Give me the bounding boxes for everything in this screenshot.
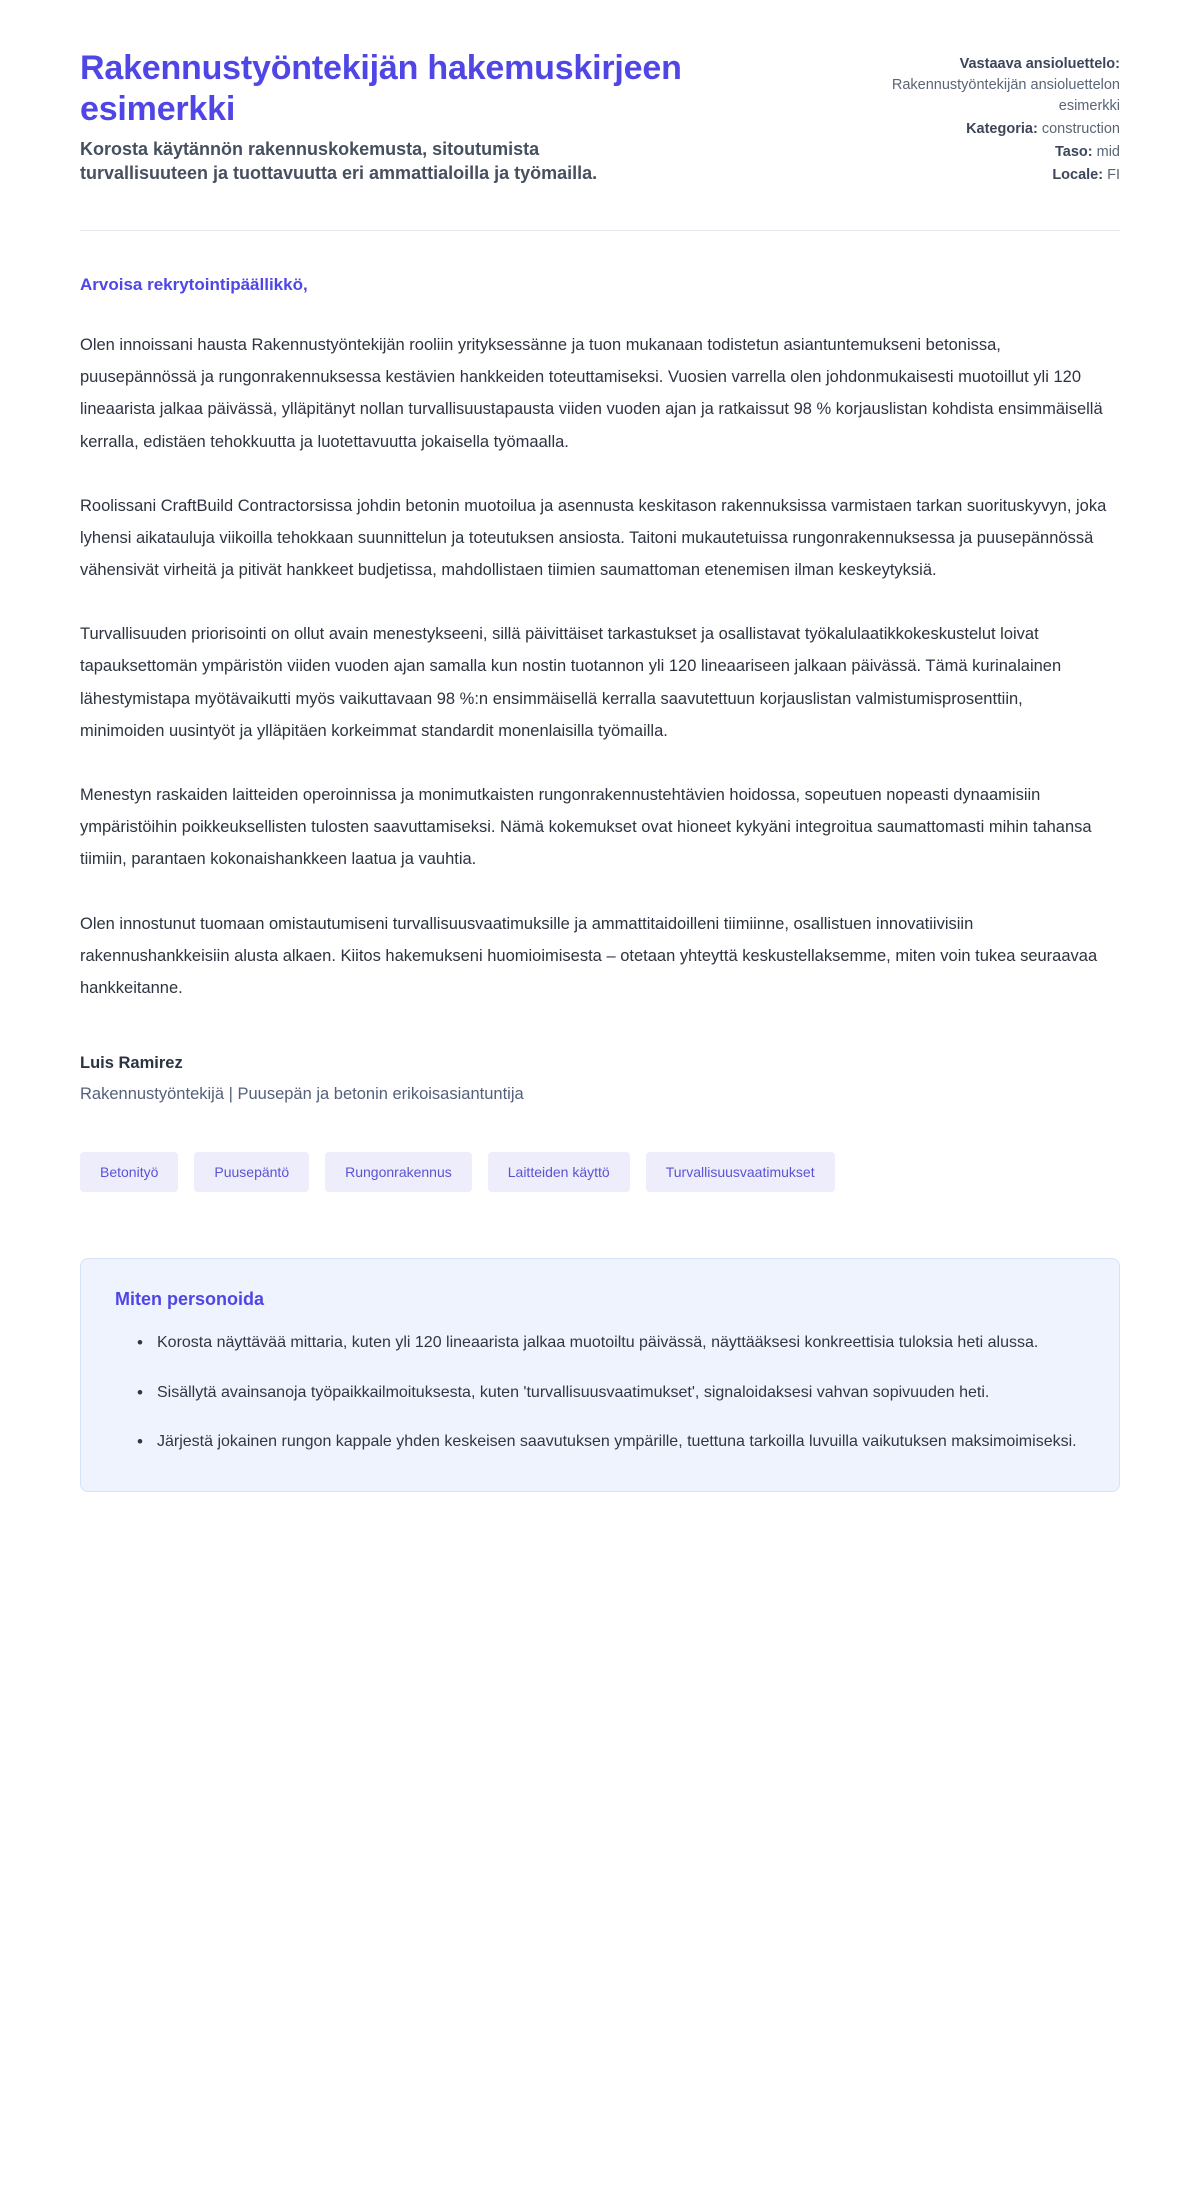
signature-name: Luis Ramirez	[80, 1054, 183, 1073]
meta-category-value: construction	[1041, 121, 1120, 138]
meta-related-resume	[830, 54, 1120, 117]
letter-paragraph: Turvallisuuden priorisointi on ollut avain menestykseeni, sillä päivittäiset tarkastukset ja osallistavat työkalulaatikkokeskustelut loivat tapauksettomän ympäristön viiden vuoden ajan samalla kun nostin tuotannon yli 120 lineaariseen jalkaan päivässä. Tämä kurinalainen lähestymistapa myötävaikutti myös vaikuttavaan 98 %:n ensimmäisellä kerralla saavutettuun korjauslistan valmistumisprosenttiin, minimoiden uusintyöt ja ylläpitäen korkeimmat standardit monenlaisilla työmailla.	[80, 625, 1062, 740]
header-metadata	[830, 48, 1120, 188]
letter-salutation: Arvoisa rekrytointipäällikkö,	[80, 275, 308, 295]
meta-related-resume-value: Rakennustyöntekijän ansioluettelon esimerkki	[891, 77, 1120, 115]
meta-category	[830, 119, 1120, 140]
callout-list-item: • Järjestä jokainen rungon kappale yhden keskeisen saavutuksen ympärille, tuettuna tarkoilla luvuilla vaikutuksen maksimoimiseksi.	[137, 1427, 1085, 1457]
page-subtitle: Korosta käytännön rakennuskokemusta, sitoutumista turvallisuuteen ja tuottavuutta eri ammattialoilla ja työmailla.	[80, 138, 598, 184]
letter-paragraph: Olen innoissani hausta Rakennustyöntekijän rooliin yrityksessänne ja tuon mukanaan todistetun asiantuntemukseni betonissa, puusepännössä ja rungonrakennuksessa kestävien hankkeiden toteuttamiseksi. Vuosien varrella olen johdonmukaisesti muotoillut yli 120 lineaarista jalkaa päivässä, ylläpitänyt nollan turvallisuustapausta viiden vuoden ajan ja ratkaissut 98 % korjauslistan kohdista ensimmäisellä kerralla, edistäen tehokkuutta ja luotettavuutta jokaisella työmaalla.	[80, 336, 1103, 451]
signature-block	[80, 1054, 1120, 1104]
letter-paragraph: Olen innostunut tuomaan omistautumiseni turvallisuusvaatimuksille ja ammattitaidoilleni tiimiinne, osallistuen innovatiivisiin rakennushankkeisiin alusta alkaen. Kiitos hakemukseni huomioimisesta – otetaan yhteyttä keskustellaksemme, miten voin tukea seuraavaa hankkeitanne.	[80, 914, 1098, 997]
skill-tag-list	[80, 1152, 1120, 1192]
skill-tag[interactable]: Rungonrakennus	[325, 1152, 472, 1192]
meta-level-label: Taso:	[1054, 144, 1093, 161]
meta-locale-value: FI	[1107, 167, 1120, 184]
header-title-block	[80, 48, 720, 185]
skill-tag[interactable]: Puusepäntö	[194, 1152, 309, 1192]
meta-level	[830, 142, 1120, 163]
page-title: Rakennustyöntekijän hakemuskirjeen esimerkki	[80, 49, 682, 129]
document-header	[80, 40, 1120, 188]
cover-letter-body	[80, 231, 1120, 1492]
signature-role: Rakennustyöntekijä | Puusepän ja betonin erikoisasiantuntija	[80, 1085, 524, 1104]
letter-paragraph: Menestyn raskaiden laitteiden operoinnissa ja monimutkaisten rungonrakennustehtävien hoidossa, sopeutuen nopeasti dynaamisiin ympäristöihin poikkeuksellisten tulosten saavuttamiseksi. Nämä kokemukset ovat hioneet kykyäni integroitua saumattomasti mihin tahansa tiimiin, parantaen kokonaishankkeen laatua ja vauhtia.	[80, 785, 1092, 869]
skill-tag[interactable]: Turvallisuusvaatimukset	[646, 1152, 835, 1192]
skill-tag[interactable]: Betonityö	[80, 1152, 178, 1192]
meta-related-resume-label: Vastaava ansioluettelo:	[959, 56, 1120, 72]
callout-list-item: • Korosta näyttävää mittaria, kuten yli 120 lineaarista jalkaa muotoiltu päivässä, näyttääksesi konkreettisia tuloksia heti alussa.	[137, 1328, 1085, 1358]
meta-category-label: Kategoria:	[966, 121, 1038, 138]
letter-paragraph: Roolissani CraftBuild Contractorsissa johdin betonin muotoilua ja asennusta keskitason rakennuksissa varmistaen tarkan suorituskyvyn, joka lyhensi aikatauluja viikoilla tehokkaan suunnittelun ja toteutuksen ansiosta. Taitoni mukautetuissa rungonrakennuksessa ja puusepännössä vähensivät virheitä ja pitivät hankkeet budjetissa, mahdollistaen tiimien saumattoman etenemisen ilman keskeytyksiä.	[80, 496, 1107, 580]
callout-list	[115, 1328, 1085, 1457]
meta-level-value: mid	[1096, 144, 1120, 161]
callout-list-item: • Sisällytä avainsanoja työpaikkailmoituksesta, kuten 'turvallisuusvaatimukset', signaloidaksesi vahvan sopivuuden heti.	[137, 1378, 1085, 1408]
personalization-callout	[80, 1258, 1120, 1492]
meta-locale-label: Locale:	[1052, 167, 1104, 184]
meta-locale	[830, 165, 1120, 186]
skill-tag[interactable]: Laitteiden käyttö	[488, 1152, 630, 1192]
page-bottom-spacer	[80, 1492, 1120, 1552]
callout-title: Miten personoida	[115, 1289, 265, 1310]
